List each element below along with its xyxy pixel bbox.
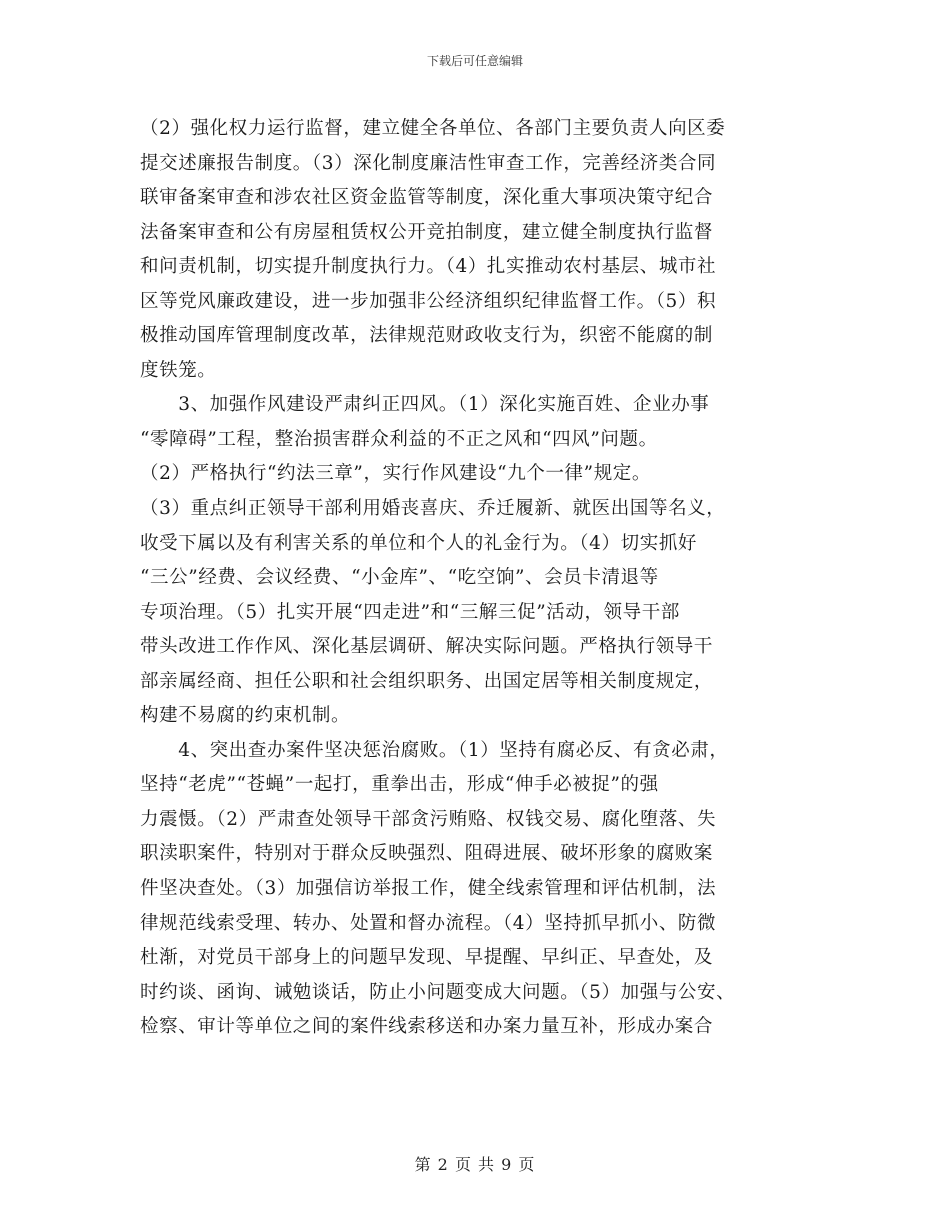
text-line: 检察、审计等单位之间的案件线索移送和办案力量互补，形成办案合 xyxy=(140,1016,714,1038)
section-heading-line: 3、加强作风建设严肃纠正四风。（1）深化实施百姓、企业办事 xyxy=(140,394,710,416)
text-line: 带头改进工作作风、深化基层调研、解决实际问题。严格执行领导干 xyxy=(140,636,714,658)
text-line: （2）强化权力运行监督，建立健全各单位、各部门主要负责人向区委 xyxy=(140,118,726,139)
page-header: 下载后可任意编辑 xyxy=(426,54,523,68)
text-line: 区等党风廉政建设，进一步加强非公经济组织纪律监督工作。（5）积 xyxy=(140,290,717,312)
document-body xyxy=(140,112,820,1045)
text-line: 构建不易腐的约束机制。 xyxy=(140,705,351,727)
text-line: 杜渐，对党员干部身上的问题早发现、早提醒、早纠正、早查处，及 xyxy=(140,947,714,969)
text-line: 度铁笼。 xyxy=(140,359,217,381)
text-line: 极推动国库管理制度改革，法律规范财政收支行为，织密不能腐的制 xyxy=(140,325,714,347)
text-line: 收受下属以及有利害关系的单位和个人的礼金行为。（4）切实抓好 xyxy=(140,532,698,554)
text-line: 时约谈、函询、诫勉谈话，防止小问题变成大问题。（5）加强与公安、 xyxy=(140,981,736,1003)
text-line: 部亲属经商、担任公职和社会组织职务、出国定居等相关制度规定， xyxy=(140,670,714,692)
page-number-footer: 第 2 页 共 9 页 xyxy=(414,1155,536,1174)
text-line: 件坚决查处。（3）加强信访举报工作，健全线索管理和评估机制，法 xyxy=(140,878,717,900)
text-line: 和问责机制，切实提升制度执行力。（4）扎实推动农村基层、城市社 xyxy=(140,256,717,278)
text-line: 提交述廉报告制度。（3）深化制度廉洁性审查工作，完善经济类合同 xyxy=(140,152,717,174)
text-line: 律规范线索受理、转办、处置和督办流程。（4）坚持抓早抓小、防微 xyxy=(140,912,717,934)
text-line: （2）严格执行“约法三章”，实行作风建设“九个一律”规定。 xyxy=(140,463,652,485)
text-line: 专项治理。（5）扎实开展“四走进”和“三解三促”活动，领导干部 xyxy=(140,601,680,623)
text-line: 职渎职案件，特别对于群众反映强烈、阻碍进展、破坏形象的腐败案 xyxy=(140,843,714,865)
text-line: 法备案审查和公有房屋租赁权公开竞拍制度，建立健全制度执行监督 xyxy=(140,221,714,243)
text-line: 联审备案审查和涉农社区资金监管等制度，深化重大事项决策守纪合 xyxy=(140,187,714,209)
text-line: “三公”经费、会议经费、“小金库”、“吃空饷”、会员卡清退等 xyxy=(140,567,659,589)
text-line: 力震慑。（2）严肃查处领导干部贪污贿赂、权钱交易、腐化堕落、失 xyxy=(140,808,717,830)
text-line: （3）重点纠正领导干部利用婚丧喜庆、乔迁履新、就医出国等名义， xyxy=(140,498,726,520)
text-line: 坚持“老虎”“苍蝇”一起打，重拳出击，形成“伸手必被捉”的强 xyxy=(140,774,659,796)
section-heading-line: 4、突出查办案件坚决惩治腐败。（1）坚持有腐必反、有贪必肃， xyxy=(140,739,729,761)
text-line: “零障碍”工程，整治损害群众利益的不正之风和“四风”问题。 xyxy=(140,428,658,450)
